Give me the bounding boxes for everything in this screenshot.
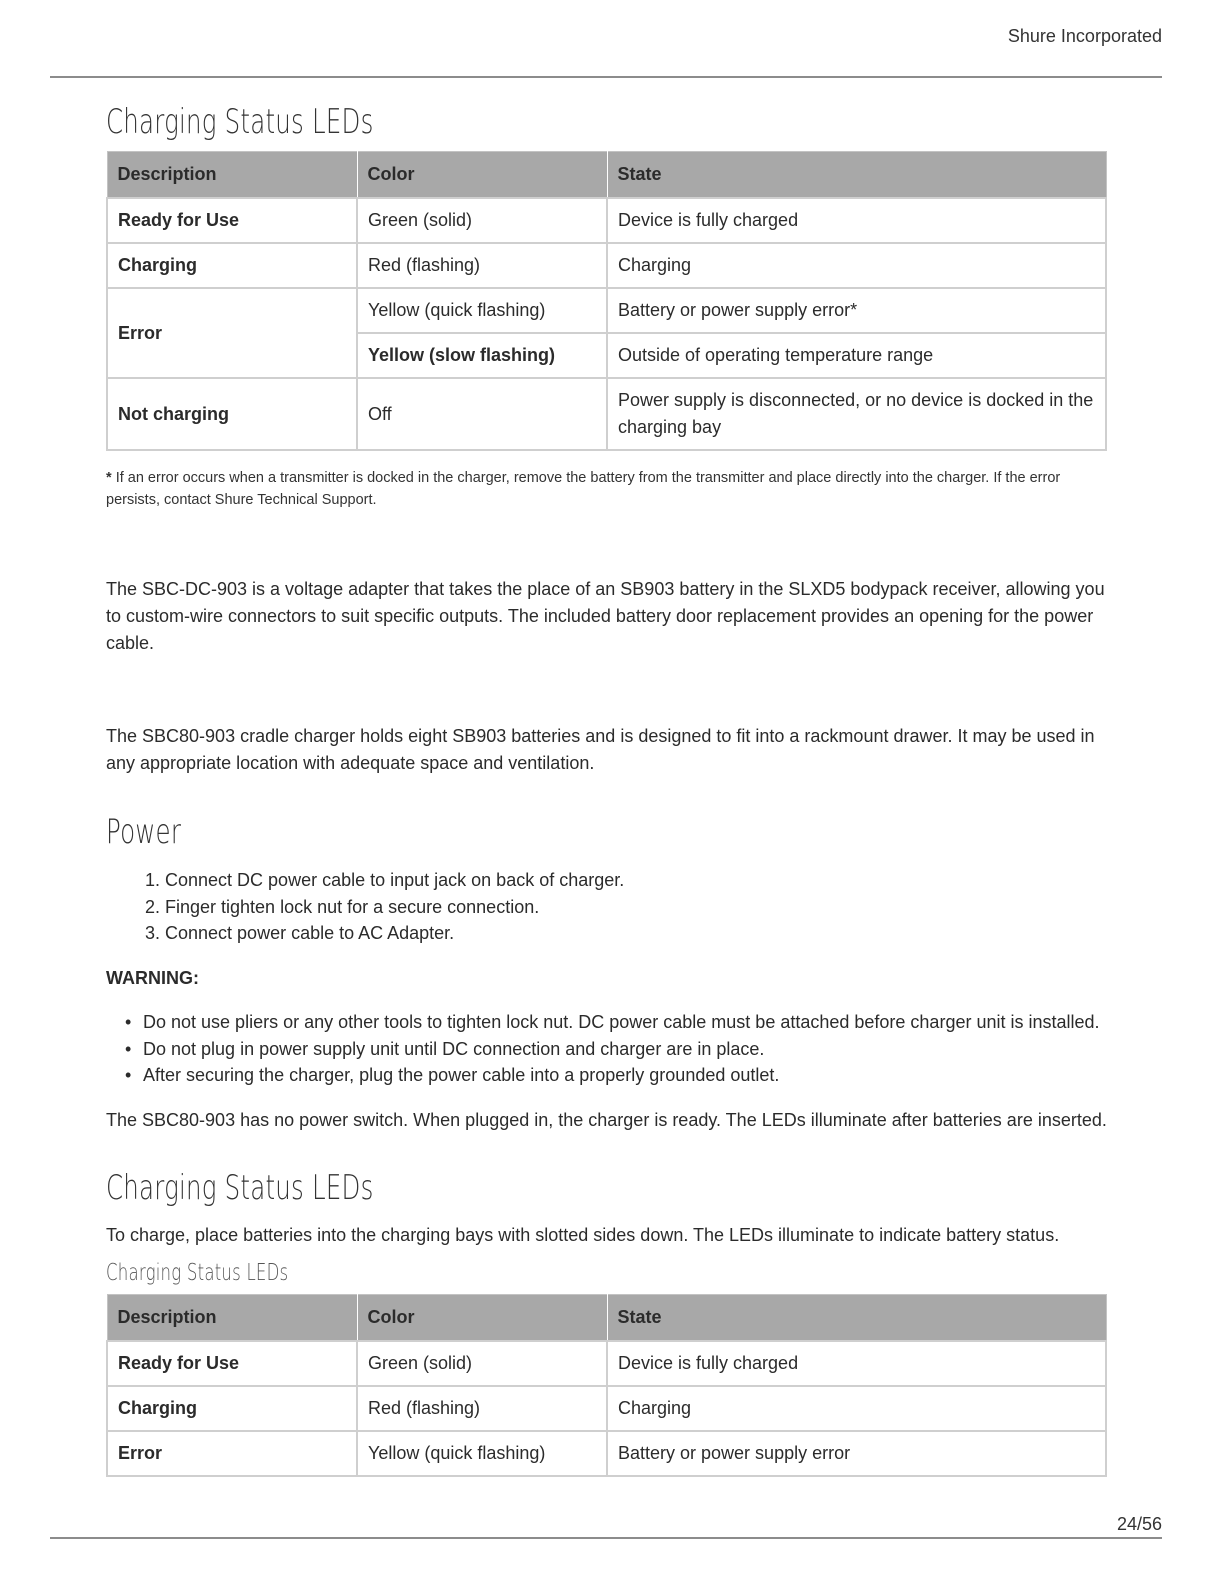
page-number: 24/56 (1116, 1514, 1162, 1534)
cell-color: Red (flashing) (357, 1386, 607, 1431)
cell-description: Error (107, 1431, 357, 1476)
list-item: • Do not use pliers or any other tools to tighten lock nut. DC power cable must be attached before charger unit is installed. (143, 1009, 1107, 1036)
header-company: Shure Incorporated (1007, 26, 1162, 46)
list-item: • After securing the charger, plug the power cable into a properly grounded outlet. (143, 1062, 1107, 1089)
cell-color: Green (solid) (357, 1341, 607, 1386)
table-footnote (106, 467, 1107, 511)
table-row (107, 288, 1106, 333)
footnote-text: If an error occurs when a transmitter is docked in the charger, remove the battery from the transmitter and place directly into the charger. If the error persists, contact Shure Technical Support. (106, 470, 1061, 508)
cell-state: Device is fully charged (607, 1341, 1106, 1386)
header-description: Description (107, 152, 357, 199)
cell-state: Power supply is disconnected, or no device is docked in the charging bay (607, 378, 1106, 450)
footer-divider (50, 1537, 1162, 1539)
power-title: Power (106, 812, 182, 852)
cell-state: Outside of operating temperature range (607, 333, 1106, 378)
table-header-row (107, 152, 1106, 199)
led-status-table-2 (106, 1294, 1107, 1477)
cradle-paragraph: The SBC80-903 cradle charger holds eight SB903 batteries and is designed to fit into a rackmount drawer. It may be used in any appropriate location with adequate space and ventilation. (106, 726, 1095, 773)
cell-color: Yellow (quick flashing) (357, 1431, 607, 1476)
cell-state: Device is fully charged (607, 198, 1106, 243)
table-row (107, 198, 1106, 243)
section2-intro: To charge, place batteries into the charging bays with slotted sides down. The LEDs illuminate to indicate battery status. (106, 1225, 1060, 1245)
power-steps (106, 867, 1107, 947)
cell-color: Yellow (quick flashing) (357, 288, 607, 333)
section2-title: Charging Status LEDs (106, 1168, 374, 1208)
cell-color: Green (solid) (357, 198, 607, 243)
table-row (107, 1341, 1106, 1386)
warning-label: WARNING: (106, 968, 199, 988)
header-color: Color (357, 152, 607, 199)
cell-state: Battery or power supply error* (607, 288, 1106, 333)
header-divider (50, 76, 1162, 78)
cell-description: Ready for Use (107, 198, 357, 243)
cell-description: Ready for Use (107, 1341, 357, 1386)
cell-state: Charging (607, 243, 1106, 288)
header-state: State (607, 1295, 1106, 1342)
header-color: Color (357, 1295, 607, 1342)
list-item: 2. Finger tighten lock nut for a secure connection. (165, 894, 1107, 921)
adapter-paragraph: The SBC-DC-903 is a voltage adapter that takes the place of an SB903 battery in the SLXD5 bodypack receiver, allowing you to custom-wire connectors to suit specific outputs. The included battery door replacement provides an opening for the power cable. (106, 579, 1105, 653)
header-state: State (607, 152, 1106, 199)
table-row (107, 243, 1106, 288)
cell-color: Red (flashing) (357, 243, 607, 288)
footnote-mark: * (106, 470, 112, 486)
header-description: Description (107, 1295, 357, 1342)
cell-state: Battery or power supply error (607, 1431, 1106, 1476)
cell-color: Off (357, 378, 607, 450)
list-item: 1. Connect DC power cable to input jack on back of charger. (165, 867, 1107, 894)
cell-description: Error (107, 288, 357, 378)
table-row (107, 1431, 1106, 1476)
table-header-row (107, 1295, 1106, 1342)
warning-list (106, 1009, 1107, 1089)
cell-description: Charging (107, 243, 357, 288)
table-caption: Charging Status LEDs (106, 1260, 289, 1286)
table-row (107, 378, 1106, 450)
list-item: • Do not plug in power supply unit until DC connection and charger are in place. (143, 1036, 1107, 1063)
section1-title: Charging Status LEDs (106, 102, 374, 142)
list-item: 3. Connect power cable to AC Adapter. (165, 920, 1107, 947)
cell-description: Not charging (107, 378, 357, 450)
cell-color: Yellow (slow flashing) (357, 333, 607, 378)
led-status-table-1 (106, 151, 1107, 451)
cell-state: Charging (607, 1386, 1106, 1431)
cell-description: Charging (107, 1386, 357, 1431)
power-note: The SBC80-903 has no power switch. When plugged in, the charger is ready. The LEDs illuminate after batteries are inserted. (106, 1110, 1107, 1130)
table-row (107, 1386, 1106, 1431)
